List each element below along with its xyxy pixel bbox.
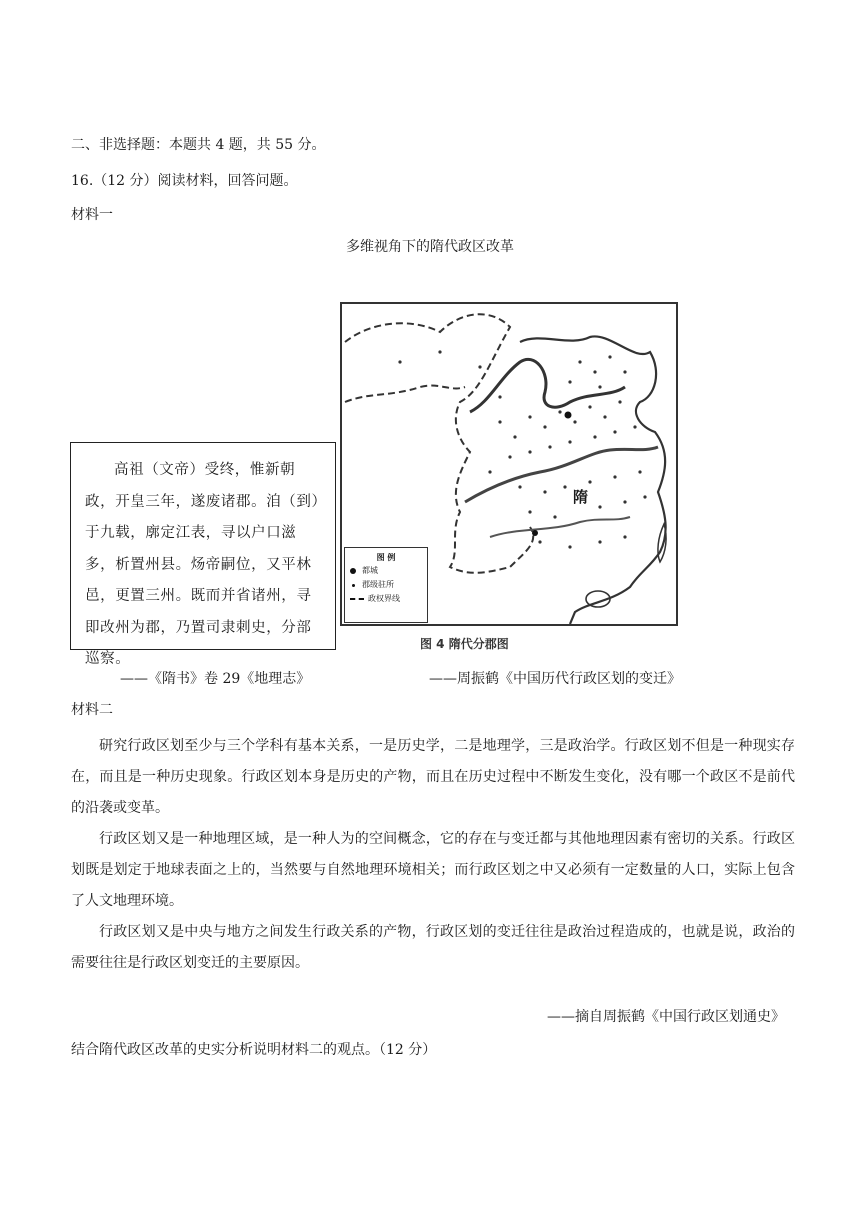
material2-paragraph: 行政区划又是一种地理区域，是一种人为的空间概念，它的存在与变迁都与其他地理因素有密切的关系。行政区划既是划定于地球表面之上的，当然要与自然地理环境相关；而行政区划之中又必须有一定数量的人口，实际上包含了人文地理环境。 bbox=[71, 831, 795, 909]
capital-marker bbox=[565, 412, 572, 419]
question-number-line: 16.（12 分）阅读材料，回答问题。 bbox=[71, 173, 298, 189]
sui-dynasty-map bbox=[340, 302, 678, 654]
material2-source: ——摘自周振鹤《中国行政区划通史》 bbox=[547, 1009, 785, 1025]
material2-paragraph: 行政区划又是中央与地方之间发生行政关系的产物，行政区划的变迁往往是政治过程造成的，也就是说，政治的需要往往是行政区划变迁的主要原因。 bbox=[71, 924, 795, 971]
map-legend bbox=[344, 547, 428, 623]
material2-label: 材料二 bbox=[71, 702, 113, 718]
material2-body bbox=[71, 731, 795, 979]
material2-paragraph: 研究行政区划至少与三个学科有基本关系，一是历史学，二是地理学，三是政治学。行政区划不但是一种现实存在，而且是一种历史现象。行政区划本身是历史的产物，而且在历史过程中不断发生变化，没有哪一个政区不是前代的沿袭或变革。 bbox=[71, 738, 795, 816]
region-label: 隋 bbox=[573, 488, 589, 506]
legend-item-capital: 都城 bbox=[362, 566, 378, 575]
question-text: 结合隋代政区改革的史实分析说明材料二的观点。（12 分） bbox=[71, 1042, 437, 1058]
legend-item-boundary: 政权界线 bbox=[368, 594, 400, 603]
quote-source: ——《隋书》卷 29《地理志》 bbox=[120, 671, 311, 687]
quote-box bbox=[70, 442, 336, 667]
legend-title: 图 例 bbox=[376, 552, 396, 562]
map-source: ——周振鹤《中国历代行政区划的变迁》 bbox=[429, 671, 681, 687]
material1-label: 材料一 bbox=[71, 207, 113, 223]
capital-marker-south bbox=[532, 530, 538, 536]
quote-text: 高祖（文帝）受终，惟新朝政，开皇三年，遂废诸郡。洎（到）于九载，廓定江表，寻以户口滋多，析置州县。炀帝嗣位，又平林邑，更置三州。既而并省诸州，寻即改州为郡，乃置司隶刺史，分部巡察。 bbox=[85, 462, 320, 667]
capital-icon bbox=[350, 568, 356, 574]
material1-title: 多维视角下的隋代政区改革 bbox=[346, 239, 514, 255]
prefecture-icon bbox=[352, 584, 355, 587]
legend-item-prefecture: 郡级驻所 bbox=[362, 580, 394, 589]
boundary-icon bbox=[350, 598, 364, 600]
section-heading: 二、非选择题：本题共 4 题，共 55 分。 bbox=[71, 137, 326, 153]
map-caption: 图 4 隋代分郡图 bbox=[420, 637, 509, 651]
